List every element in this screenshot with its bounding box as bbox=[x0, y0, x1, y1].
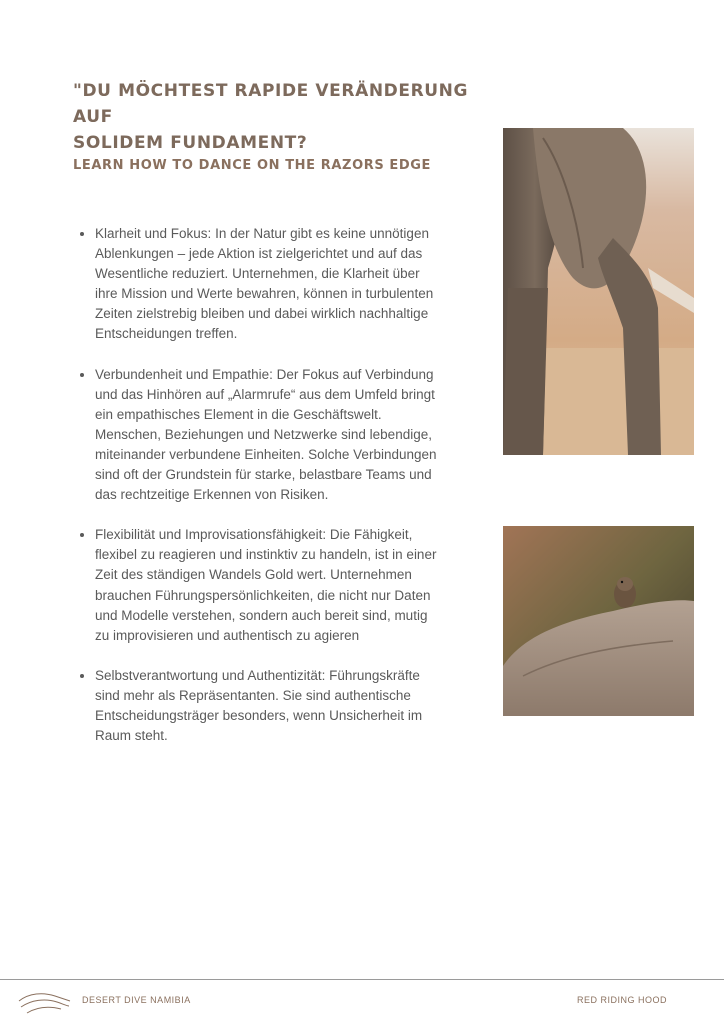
footer-divider bbox=[0, 979, 724, 980]
desert-dune-logo-icon bbox=[17, 989, 71, 1015]
bullet-item-clarity: Klarheit und Fokus: In der Natur gibt es keine unnötigen Ablenkungen – jede Aktion ist zielgerichtet und auf das Wesentliche reduziert. Unternehmen, die Klarheit über ihre Mission und Werte bewahren, können in turbulenten Zeiten zielstrebig bleiben und dabei wirklich nachhaltige Entscheidungen treffen. bbox=[95, 224, 440, 345]
hyrax-photo bbox=[503, 526, 694, 716]
page-heading bbox=[73, 78, 513, 156]
footer-brand-left: DESERT DIVE NAMIBIA bbox=[82, 995, 191, 1005]
bullet-list bbox=[95, 224, 440, 766]
page-heading-line1: "DU MÖCHTEST RAPIDE VERÄNDERUNG AUF bbox=[73, 81, 469, 127]
page-subheading: LEARN HOW TO DANCE ON THE RAZORS EDGE bbox=[73, 158, 432, 173]
bullet-item-connection: Verbundenheit und Empathie: Der Fokus auf Verbindung und das Hinhören auf „Alarmrufe“ aus dem Umfeld bringt ein empathisches Element in die Geschäftswelt. Menschen, Beziehungen und Netzwerke sind lebendige, miteinander verbundene Einheiten. Solche Verbindungen sind oft der Grundstein für starke, belastbare Teams und das rechtzeitige Erkennen von Risiken. bbox=[95, 365, 440, 506]
page-heading-line2: SOLIDEM FUNDAMENT? bbox=[73, 133, 308, 153]
bullet-item-responsibility: Selbstverantwortung und Authentizität: Führungskräfte sind mehr als Repräsentanten. Sie sind authentische Entscheidungsträger besonders, wenn Unsicherheit im Raum steht. bbox=[95, 666, 440, 746]
bullet-item-flexibility: Flexibilität und Improvisationsfähigkeit: Die Fähigkeit, flexibel zu reagieren und instinktiv zu handeln, ist in einer Zeit des ständigen Wandels Gold wert. Unternehmen brauchen Führungspersönlichkeiten, die nicht nur Daten und Modelle verstehen, sondern auch bereit sind, mutig zu improvisieren und authentisch zu agieren bbox=[95, 525, 440, 646]
footer-brand-right: RED RIDING HOOD bbox=[577, 995, 668, 1005]
elephant-photo bbox=[503, 128, 694, 455]
